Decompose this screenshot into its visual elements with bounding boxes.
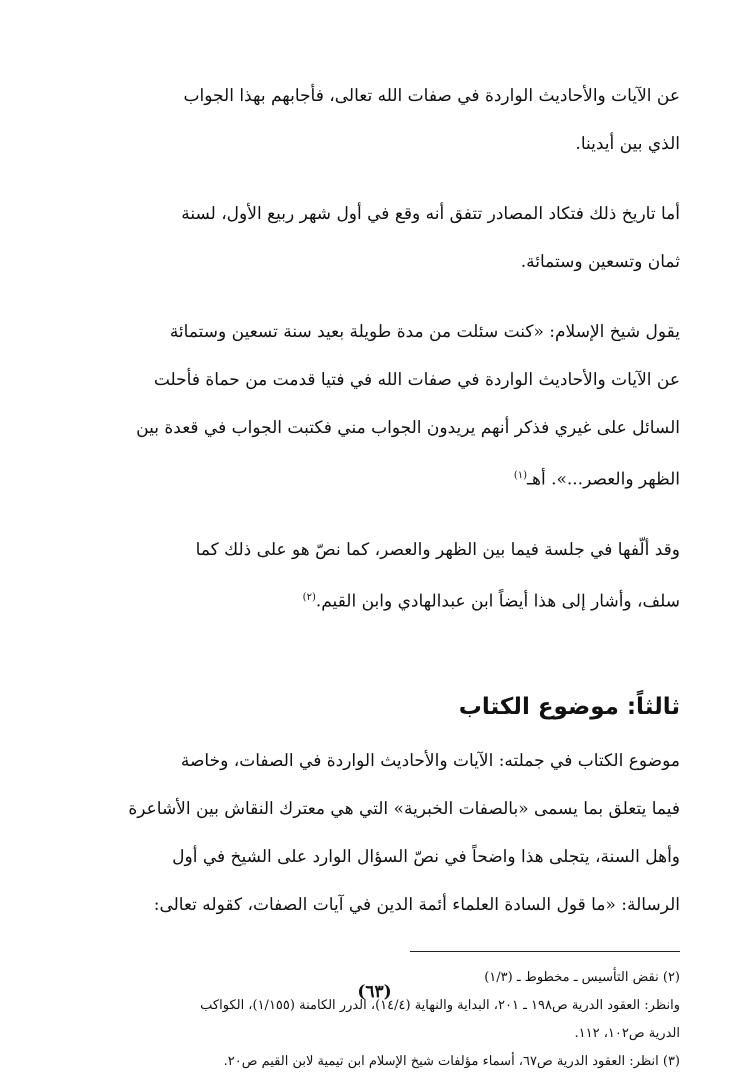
text-line: الرسالة: «ما قول السادة العلماء أئمة الدين في آيات الصفات، كقوله تعالى: xyxy=(153,895,680,916)
text-fragment: سلف، وأشار إلى هذا أيضاً ابن عبدالهادي وابن القيم. xyxy=(315,591,680,612)
footnote-ref: (٢) xyxy=(302,591,316,603)
text-line: عن الآيات والأحاديث الواردة في صفات الله تعالى، فأجابهم بهذا الجواب xyxy=(183,86,680,106)
footnote-divider xyxy=(410,951,680,952)
text-line: يقول شيخ الإسلام: «كنت سئلت من مدة طويلة بعيد سنة تسعين وستمائة xyxy=(169,322,680,342)
paragraph-3 xyxy=(60,308,680,504)
footnote: (٢) نقض التأسيس ـ مخطوط ـ (١/٣) xyxy=(484,970,680,986)
page-number: (٦٣) xyxy=(357,982,392,1002)
footnote: وانظر: العقود الدرية ص١٩٨ ـ ٢٠١، البداية والنهاية (١٤/٤)، الدرر الكامنة (١/١٥٥)، الكواكب xyxy=(200,998,680,1014)
paragraph-1 xyxy=(60,72,680,168)
section-title: ثالثاً: موضوع الكتاب xyxy=(458,694,680,721)
footnote: الدرية ص١٠٢، ١١٢. xyxy=(574,1026,680,1042)
text-fragment: الظهر والعصر...». أهـ xyxy=(527,469,680,490)
text-line: أما تاريخ ذلك فتكاد المصادر تتفق أنه وقع في أول شهر ربيع الأول، لسنة xyxy=(181,204,680,224)
paragraph-2 xyxy=(60,190,680,286)
text-line: موضوع الكتاب في جملته: الآيات والأحاديث الواردة في الصفات، وخاصة xyxy=(180,751,680,772)
text-line: وأهل السنة، يتجلى هذا واضحاً في نصّ السؤال الوارد على الشيخ في أول xyxy=(172,847,680,868)
text-line: الذي بين أيدينا. xyxy=(575,134,680,154)
text-line: فيما يتعلق بما يسمى «بالصفات الخبرية» التي هي معترك النقاش بين الأشاعرة xyxy=(128,799,680,820)
text-line: ثمان وتسعين وستمائة. xyxy=(520,252,680,272)
text-line xyxy=(60,452,680,504)
paragraph-4 xyxy=(60,526,680,626)
text-line: السائل على غيري فذكر أنهم يريدون الجواب مني فكتبت الجواب في قعدة بين xyxy=(136,418,680,438)
footnote-ref: (١) xyxy=(513,470,527,481)
page-body xyxy=(60,72,680,1076)
paragraph-5 xyxy=(60,737,680,929)
text-line xyxy=(60,574,680,626)
text-line: عن الآيات والأحاديث الواردة في صفات الله في فتيا قدمت من حماة فأحلت xyxy=(153,370,680,390)
footnote: (٣) انظر: العقود الدرية ص٦٧، أسماء مؤلفات شيخ الإسلام ابن تيمية لابن القيم ص٢٠. xyxy=(223,1054,680,1070)
text-line: وقد ألّفها في جلسة فيما بين الظهر والعصر، كما نصّ هو على ذلك كما xyxy=(195,539,680,560)
